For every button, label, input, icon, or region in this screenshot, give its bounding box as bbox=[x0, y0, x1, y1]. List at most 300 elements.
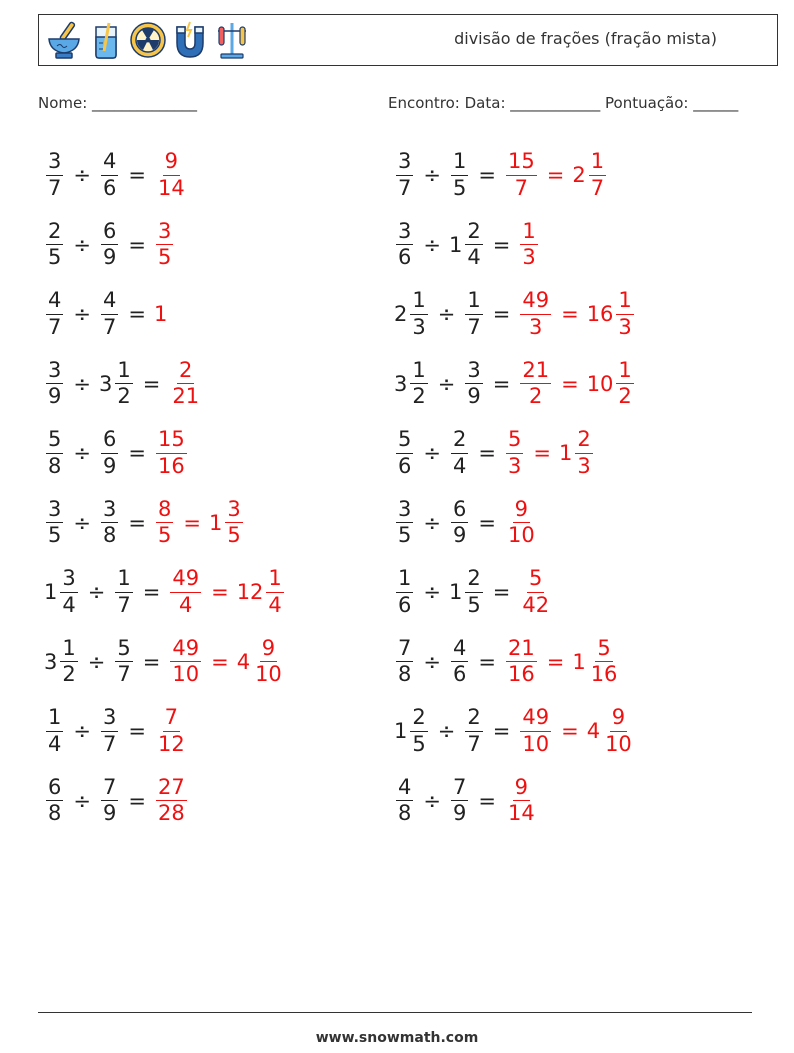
fraction bbox=[506, 428, 523, 477]
equals-sign: = bbox=[492, 580, 511, 604]
fraction bbox=[589, 637, 620, 686]
test-tube-rack-icon bbox=[213, 19, 251, 61]
divide-sign: ÷ bbox=[423, 232, 441, 257]
dividend bbox=[44, 706, 65, 755]
denominator: 7 bbox=[102, 314, 117, 339]
divisor bbox=[463, 706, 484, 755]
divide-sign: ÷ bbox=[73, 510, 91, 535]
fraction bbox=[170, 637, 201, 686]
denominator: 2 bbox=[412, 384, 426, 408]
answer bbox=[504, 637, 621, 686]
equals-sign: = bbox=[128, 302, 146, 326]
denominator: 8 bbox=[398, 662, 412, 686]
answer-value bbox=[587, 706, 636, 755]
denominator: 5 bbox=[157, 245, 172, 269]
divisor bbox=[449, 498, 470, 547]
answer-value bbox=[587, 289, 636, 338]
denominator: 4 bbox=[62, 592, 76, 617]
numerator: 1 bbox=[396, 567, 413, 592]
denominator: 6 bbox=[398, 245, 412, 269]
fraction bbox=[506, 637, 537, 686]
equals-sign: = bbox=[128, 232, 146, 257]
whole-part: 1 bbox=[208, 510, 223, 535]
numerator: 1 bbox=[451, 150, 468, 175]
answer-value bbox=[504, 498, 539, 547]
numerator: 1 bbox=[115, 359, 132, 384]
whole-part: 1 bbox=[448, 580, 463, 604]
denominator: 10 bbox=[605, 731, 632, 756]
numerator: 1 bbox=[410, 289, 427, 314]
answer bbox=[518, 706, 635, 755]
problem-item bbox=[44, 562, 286, 622]
denominator: 28 bbox=[157, 801, 185, 825]
fraction bbox=[156, 150, 187, 199]
equals-sign: = bbox=[492, 302, 511, 326]
divisor bbox=[99, 706, 120, 755]
numerator: 7 bbox=[396, 637, 413, 662]
numerator: 9 bbox=[513, 776, 530, 801]
problem-item bbox=[394, 562, 553, 622]
answer-value bbox=[154, 220, 175, 269]
problem-item bbox=[44, 145, 189, 205]
numerator: 49 bbox=[520, 289, 551, 314]
fraction bbox=[575, 428, 592, 477]
fraction bbox=[465, 220, 482, 269]
divisor bbox=[99, 428, 120, 477]
divisor bbox=[113, 637, 134, 686]
denominator: 6 bbox=[452, 662, 467, 686]
numerator: 1 bbox=[616, 359, 633, 384]
numerator: 2 bbox=[177, 359, 194, 384]
denominator: 8 bbox=[398, 801, 412, 825]
denominator: 3 bbox=[618, 314, 632, 339]
numerator: 8 bbox=[156, 498, 173, 523]
denominator: 7 bbox=[467, 314, 481, 339]
denominator: 7 bbox=[514, 175, 529, 200]
fraction bbox=[46, 706, 63, 755]
header-box bbox=[38, 14, 778, 66]
numerator: 7 bbox=[101, 776, 118, 801]
numerator: 3 bbox=[396, 498, 413, 523]
problem-item bbox=[394, 493, 539, 553]
problem-item bbox=[44, 284, 168, 344]
divisor bbox=[99, 498, 120, 547]
denominator: 7 bbox=[398, 175, 412, 200]
denominator: 14 bbox=[507, 801, 535, 825]
denominator: 8 bbox=[48, 801, 62, 825]
answer bbox=[154, 150, 189, 199]
numerator: 3 bbox=[101, 706, 118, 731]
numerator: 3 bbox=[465, 359, 482, 384]
divisor bbox=[449, 220, 485, 269]
denominator: 2 bbox=[618, 384, 632, 408]
answer-value bbox=[504, 428, 525, 477]
equals-sign: = bbox=[561, 302, 579, 326]
denominator: 3 bbox=[577, 453, 591, 478]
equals-sign: = bbox=[546, 649, 565, 674]
divisor bbox=[99, 220, 120, 269]
divide-sign: ÷ bbox=[423, 163, 441, 187]
denominator: 5 bbox=[452, 175, 467, 200]
numerator: 21 bbox=[520, 359, 551, 384]
fraction bbox=[253, 637, 284, 686]
numerator: 7 bbox=[451, 776, 468, 801]
denominator: 4 bbox=[452, 453, 467, 478]
equals-sign: = bbox=[142, 649, 161, 674]
equals-sign: = bbox=[128, 163, 146, 187]
problem-item bbox=[44, 771, 189, 831]
icon-strip bbox=[45, 19, 251, 61]
dividend bbox=[44, 776, 65, 825]
dividend bbox=[44, 150, 65, 199]
numerator: 1 bbox=[115, 567, 132, 592]
equals-sign: = bbox=[478, 649, 496, 674]
problem-item bbox=[394, 701, 636, 761]
denominator: 9 bbox=[48, 384, 62, 408]
dividend bbox=[44, 359, 65, 408]
fraction bbox=[410, 289, 427, 338]
numerator: 3 bbox=[46, 498, 63, 523]
numerator: 7 bbox=[163, 706, 180, 731]
denominator: 7 bbox=[590, 175, 605, 200]
denominator: 8 bbox=[102, 523, 117, 547]
fraction bbox=[465, 706, 482, 755]
divide-sign: ÷ bbox=[73, 788, 91, 813]
name-field-label: Nome: ______________ bbox=[38, 94, 198, 112]
whole-part: 3 bbox=[394, 371, 408, 396]
answer bbox=[168, 359, 203, 408]
numerator: 49 bbox=[170, 637, 201, 662]
denominator: 5 bbox=[398, 523, 412, 547]
numerator: 2 bbox=[575, 428, 592, 453]
numerator: 5 bbox=[595, 637, 612, 662]
fraction bbox=[451, 150, 468, 199]
denominator: 7 bbox=[117, 592, 131, 617]
answer-value bbox=[154, 428, 189, 477]
dividend bbox=[394, 220, 415, 269]
answer-value bbox=[168, 359, 203, 408]
divide-sign: ÷ bbox=[437, 719, 456, 743]
denominator: 5 bbox=[48, 245, 62, 269]
numerator: 2 bbox=[465, 567, 482, 592]
numerator: 9 bbox=[260, 637, 277, 662]
equals-sign: = bbox=[492, 371, 511, 396]
numerator: 9 bbox=[513, 498, 530, 523]
divide-sign: ÷ bbox=[87, 649, 106, 674]
whole-part: 3 bbox=[98, 371, 113, 396]
numerator: 1 bbox=[46, 706, 63, 731]
fraction bbox=[60, 637, 77, 686]
fraction bbox=[101, 776, 118, 825]
fraction bbox=[115, 567, 132, 616]
fraction bbox=[266, 567, 283, 616]
denominator: 5 bbox=[412, 731, 426, 756]
numerator: 6 bbox=[46, 776, 63, 801]
fraction bbox=[520, 359, 551, 408]
divisor bbox=[449, 567, 485, 616]
footer-url: www.snowmath.com bbox=[315, 1030, 479, 1046]
numerator: 1 bbox=[266, 567, 283, 592]
dividend bbox=[394, 289, 430, 338]
whole-part: 1 bbox=[572, 649, 586, 674]
numerator: 3 bbox=[396, 150, 413, 175]
problem-item bbox=[394, 284, 636, 344]
divisor bbox=[463, 359, 484, 408]
whole-part: 3 bbox=[44, 649, 58, 674]
answer bbox=[504, 776, 539, 825]
dividend bbox=[394, 637, 415, 686]
fraction bbox=[156, 706, 187, 755]
numerator: 4 bbox=[46, 289, 63, 314]
dividend bbox=[394, 567, 415, 616]
equals-sign: = bbox=[546, 163, 565, 187]
denominator: 7 bbox=[467, 731, 481, 756]
dividend bbox=[394, 359, 430, 408]
divide-sign: ÷ bbox=[423, 580, 441, 604]
denominator: 7 bbox=[102, 731, 117, 756]
divide-sign: ÷ bbox=[437, 371, 456, 396]
numerator: 4 bbox=[396, 776, 413, 801]
divide-sign: ÷ bbox=[73, 232, 91, 257]
numerator: 15 bbox=[156, 428, 187, 453]
answer-value bbox=[154, 706, 189, 755]
answer-value bbox=[559, 428, 595, 477]
dividend bbox=[394, 776, 415, 825]
fraction bbox=[101, 150, 118, 199]
dividend bbox=[44, 289, 65, 338]
whole-part: 2 bbox=[572, 163, 586, 187]
answer-value bbox=[154, 776, 189, 825]
fraction bbox=[465, 567, 482, 616]
whole-part: 4 bbox=[586, 719, 601, 743]
fraction bbox=[115, 359, 132, 408]
numerator: 4 bbox=[101, 289, 118, 314]
numerator: 49 bbox=[520, 706, 551, 731]
answer-value bbox=[504, 150, 539, 199]
answer bbox=[168, 637, 285, 686]
divisor bbox=[449, 150, 470, 199]
divisor bbox=[113, 567, 134, 616]
divide-sign: ÷ bbox=[437, 302, 456, 326]
fraction bbox=[451, 428, 468, 477]
numerator: 2 bbox=[465, 706, 482, 731]
numerator: 3 bbox=[46, 150, 63, 175]
numerator: 5 bbox=[506, 428, 523, 453]
whole-part: 10 bbox=[586, 371, 614, 396]
fraction bbox=[396, 150, 413, 199]
divide-sign: ÷ bbox=[73, 302, 91, 326]
equals-sign: = bbox=[492, 719, 511, 743]
numerator: 3 bbox=[60, 567, 77, 592]
denominator: 6 bbox=[398, 453, 412, 478]
beaker-icon bbox=[87, 19, 125, 61]
answer bbox=[154, 220, 175, 269]
fraction bbox=[46, 359, 63, 408]
answer-value bbox=[504, 637, 539, 686]
denominator: 9 bbox=[102, 453, 117, 478]
answer-value bbox=[518, 567, 553, 616]
fraction bbox=[616, 289, 633, 338]
fraction bbox=[616, 359, 633, 408]
divide-sign: ÷ bbox=[423, 441, 441, 465]
answer-value bbox=[168, 637, 203, 686]
divide-sign: ÷ bbox=[73, 371, 91, 396]
problem-item bbox=[44, 354, 203, 414]
whole-part: 1 bbox=[44, 580, 58, 604]
equals-sign: = bbox=[128, 441, 146, 465]
divisor bbox=[99, 150, 120, 199]
denominator: 7 bbox=[48, 175, 62, 200]
problem-item bbox=[44, 215, 175, 275]
fraction bbox=[225, 498, 242, 547]
fraction bbox=[170, 359, 201, 408]
numerator: 6 bbox=[101, 428, 118, 453]
magnet-icon bbox=[171, 19, 209, 61]
fraction bbox=[603, 706, 634, 755]
equals-sign: = bbox=[492, 232, 511, 257]
numerator: 2 bbox=[465, 220, 482, 245]
denominator: 9 bbox=[102, 801, 117, 825]
fraction bbox=[396, 498, 413, 547]
answer-value bbox=[209, 498, 245, 547]
fraction bbox=[451, 498, 468, 547]
denominator: 7 bbox=[117, 662, 131, 686]
numerator: 5 bbox=[46, 428, 63, 453]
divide-sign: ÷ bbox=[73, 163, 91, 187]
denominator: 10 bbox=[507, 523, 535, 547]
equals-sign: = bbox=[561, 719, 579, 743]
numerator: 2 bbox=[46, 220, 63, 245]
answer-value bbox=[587, 359, 636, 408]
denominator: 10 bbox=[255, 662, 282, 686]
answer bbox=[154, 428, 189, 477]
denominator: 4 bbox=[48, 731, 62, 756]
answer-value bbox=[518, 289, 553, 338]
fraction bbox=[396, 637, 413, 686]
fraction bbox=[156, 220, 173, 269]
fraction bbox=[520, 567, 551, 616]
numerator: 15 bbox=[506, 150, 537, 175]
equals-sign: = bbox=[478, 510, 496, 535]
numerator: 9 bbox=[610, 706, 627, 731]
fraction bbox=[46, 220, 63, 269]
whole-part: 1 bbox=[558, 441, 573, 465]
divide-sign: ÷ bbox=[73, 441, 91, 465]
denominator: 5 bbox=[157, 523, 172, 547]
problem-item bbox=[44, 493, 245, 553]
fraction bbox=[465, 289, 482, 338]
fraction bbox=[46, 150, 63, 199]
denominator: 4 bbox=[179, 592, 193, 617]
problem-item bbox=[394, 354, 636, 414]
denominator: 9 bbox=[452, 523, 467, 547]
date-score-label: Encontro: Data: ____________ Pontuação: ______ bbox=[388, 94, 739, 112]
numerator: 4 bbox=[451, 637, 468, 662]
whole-part: 16 bbox=[586, 302, 614, 326]
fraction bbox=[465, 359, 482, 408]
denominator: 10 bbox=[172, 662, 200, 686]
answer-value bbox=[154, 150, 189, 199]
problem-item bbox=[394, 423, 595, 483]
answer-value bbox=[168, 567, 203, 616]
denominator: 5 bbox=[227, 523, 241, 547]
fraction bbox=[396, 220, 413, 269]
numerator: 1 bbox=[589, 150, 606, 175]
equals-sign: = bbox=[128, 788, 146, 813]
answer-value bbox=[572, 150, 608, 199]
answer bbox=[518, 359, 635, 408]
fraction bbox=[46, 498, 63, 547]
fraction bbox=[101, 428, 118, 477]
footer-divider bbox=[38, 1012, 752, 1013]
divisor bbox=[99, 776, 120, 825]
numerator: 5 bbox=[396, 428, 413, 453]
equals-sign: = bbox=[211, 649, 229, 674]
answer-value bbox=[237, 567, 286, 616]
answer bbox=[154, 302, 168, 326]
whole-part: 1 bbox=[394, 719, 408, 743]
fraction bbox=[170, 567, 201, 616]
denominator: 4 bbox=[268, 592, 282, 617]
answer bbox=[168, 567, 285, 616]
equals-sign: = bbox=[142, 371, 161, 396]
fraction bbox=[46, 428, 63, 477]
equals-sign: = bbox=[478, 441, 496, 465]
equals-sign: = bbox=[142, 580, 161, 604]
fraction bbox=[156, 776, 187, 825]
divide-sign: ÷ bbox=[423, 788, 441, 813]
fraction bbox=[101, 498, 118, 547]
whole-part: 1 bbox=[153, 302, 168, 326]
denominator: 3 bbox=[522, 245, 536, 269]
divisor bbox=[463, 289, 484, 338]
numerator: 3 bbox=[46, 359, 63, 384]
fraction bbox=[156, 428, 187, 477]
denominator: 16 bbox=[157, 453, 185, 478]
dividend bbox=[394, 498, 415, 547]
denominator: 5 bbox=[467, 592, 481, 617]
denominator: 16 bbox=[507, 662, 535, 686]
denominator: 3 bbox=[529, 314, 543, 339]
divide-sign: ÷ bbox=[73, 719, 91, 743]
fraction bbox=[46, 289, 63, 338]
whole-part: 12 bbox=[236, 580, 264, 604]
fraction bbox=[115, 637, 132, 686]
fraction bbox=[520, 220, 537, 269]
numerator: 3 bbox=[225, 498, 242, 523]
numerator: 3 bbox=[396, 220, 413, 245]
problem-item bbox=[394, 145, 608, 205]
equals-sign: = bbox=[128, 719, 146, 743]
numerator: 2 bbox=[451, 428, 468, 453]
numerator: 3 bbox=[156, 220, 173, 245]
numerator: 2 bbox=[410, 706, 427, 731]
equals-sign: = bbox=[533, 441, 551, 465]
denominator: 9 bbox=[467, 384, 481, 408]
numerator: 1 bbox=[520, 220, 537, 245]
problem-item bbox=[394, 215, 540, 275]
answer bbox=[504, 428, 595, 477]
fraction bbox=[101, 289, 118, 338]
numerator: 1 bbox=[410, 359, 427, 384]
denominator: 2 bbox=[62, 662, 76, 686]
answer-value bbox=[518, 359, 553, 408]
fraction bbox=[60, 567, 77, 616]
denominator: 10 bbox=[522, 731, 550, 756]
answer bbox=[504, 498, 539, 547]
divisor bbox=[449, 428, 470, 477]
whole-part: 2 bbox=[394, 302, 408, 326]
